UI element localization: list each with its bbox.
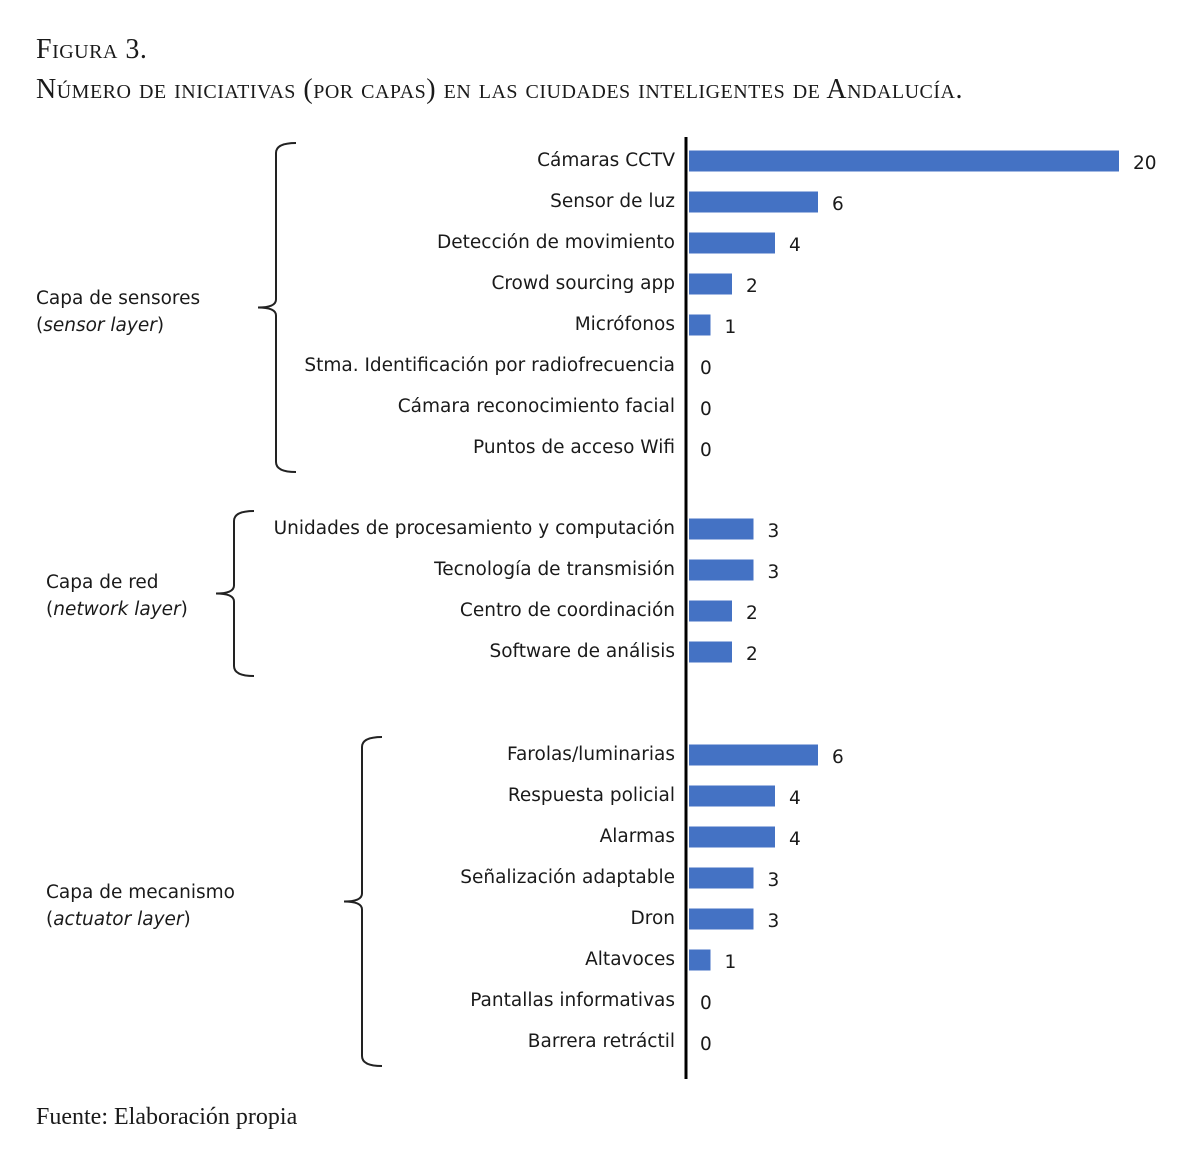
figure-label: Figura 3. [36, 34, 148, 65]
bar [689, 745, 818, 766]
group-label-en: (sensor layer) [36, 315, 165, 336]
category-label: Centro de coordinación [459, 600, 675, 621]
bar [689, 274, 732, 295]
data-label: 0 [700, 440, 712, 461]
bar [689, 950, 711, 971]
category-label: Unidades de procesamiento y computación [273, 518, 675, 539]
category-label: Dron [630, 908, 675, 929]
data-label: 4 [789, 829, 801, 850]
data-label: 0 [700, 993, 712, 1014]
category-label: Altavoces [585, 949, 675, 970]
data-label: 2 [746, 644, 758, 665]
data-label: 1 [724, 317, 737, 338]
bar [689, 192, 818, 213]
bar [689, 827, 775, 848]
data-label: 0 [700, 358, 712, 379]
category-label: Señalización adaptable [460, 867, 675, 888]
bar [689, 601, 732, 622]
bar [689, 909, 754, 930]
data-label: 0 [700, 399, 712, 420]
data-label: 2 [746, 276, 758, 297]
data-label: 6 [832, 747, 844, 768]
data-label: 1 [724, 952, 737, 973]
data-label: 3 [767, 870, 780, 891]
bar [689, 151, 1119, 172]
group-bracket [258, 143, 296, 472]
group-label-en: (network layer) [46, 599, 188, 620]
category-label: Stma. Identificación por radiofrecuencia [304, 355, 675, 376]
bar [689, 560, 754, 581]
data-label: 3 [767, 562, 780, 583]
group-label: Capa de sensores [36, 288, 201, 309]
bar [689, 786, 775, 807]
category-label: Farolas/luminarias [507, 744, 675, 765]
bar [689, 519, 754, 540]
data-label: 4 [789, 235, 801, 256]
data-label: 6 [832, 194, 844, 215]
bar [689, 233, 775, 254]
group-label: Capa de red [46, 572, 159, 593]
data-label: 3 [767, 521, 780, 542]
category-label: Micrófonos [574, 314, 675, 335]
category-label: Cámara reconocimiento facial [397, 396, 675, 417]
category-label: Respuesta policial [507, 785, 675, 806]
category-label: Alarmas [599, 826, 675, 847]
category-label: Software de análisis [489, 641, 675, 662]
group-bracket [344, 737, 382, 1066]
data-label: 20 [1133, 153, 1157, 174]
figure-caption: Número de iniciativas (por capas) en las ciudades inteligentes de Andalucía. [36, 74, 963, 105]
category-label: Detección de movimiento [437, 232, 675, 253]
data-label: 2 [746, 603, 758, 624]
group-bracket [216, 511, 254, 676]
bar [689, 315, 711, 336]
category-label: Sensor de luz [550, 191, 675, 212]
category-label: Tecnología de transmisión [434, 559, 675, 580]
category-label: Cámaras CCTV [537, 150, 675, 171]
category-label: Barrera retráctil [527, 1031, 675, 1052]
figure-source: Fuente: Elaboración propia [36, 1104, 298, 1130]
bar [689, 868, 754, 889]
category-label: Puntos de acceso Wifi [473, 437, 675, 458]
category-label: Crowd sourcing app [491, 273, 675, 294]
category-label: Pantallas informativas [470, 990, 675, 1011]
data-label: 0 [700, 1034, 712, 1055]
data-label: 4 [789, 788, 801, 809]
bar [689, 642, 732, 663]
data-label: 3 [767, 911, 780, 932]
group-label-en: (actuator layer) [46, 909, 191, 930]
group-label: Capa de mecanismo [46, 882, 235, 903]
